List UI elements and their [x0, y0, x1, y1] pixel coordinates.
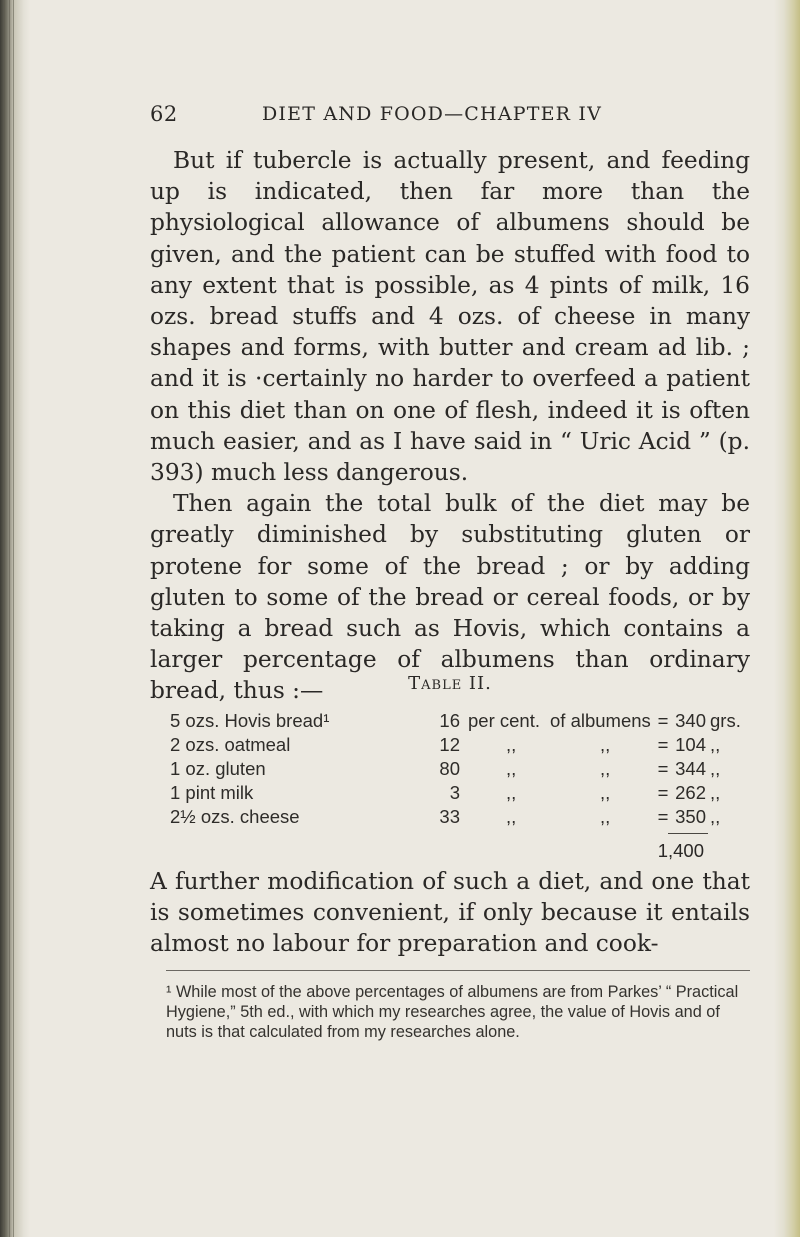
ditto-mark: ,, — [600, 734, 611, 755]
grains-value: 262 — [675, 782, 706, 803]
ditto-mark: ,, — [506, 734, 517, 755]
ditto-mark: ,, — [600, 758, 611, 779]
unit: ,, — [710, 806, 721, 827]
percentage: 33 — [439, 806, 460, 827]
equals-sign: = — [657, 734, 669, 755]
grains-value: 344 — [675, 758, 706, 779]
footnote-rule — [166, 970, 750, 971]
percentage: 12 — [439, 734, 460, 755]
grains-value: 104 — [675, 734, 706, 755]
food-item: 2 ozs. oatmeal — [170, 734, 291, 755]
paragraph: But if tubercle is actually present, and feeding up is indicated, then far more than the physiological allowance of albumens should be given, and the patient can be stuffed with food to any extent that is possible, as 4 pints of milk, 16 ozs. bread stuffs and 4 ozs. of cheese in many shapes and forms, with butter and cream ad lib. ; and it is ·certainly no harder to overfeed a patient on this diet than on one of flesh, indeed it is often much easier, and as I have said in “ Uric Acid ” (p. 393) much less dangerous. — [150, 147, 750, 487]
main-text — [150, 145, 750, 707]
page-edge — [774, 0, 800, 1237]
table-row — [0, 710, 800, 734]
table-total: 1,400 — [657, 840, 704, 861]
page-header — [150, 102, 750, 132]
equals-sign: = — [657, 758, 669, 779]
table-row — [0, 734, 800, 758]
equals-sign: = — [657, 806, 669, 827]
ditto-mark: ,, — [506, 782, 517, 803]
percentage: 80 — [439, 758, 460, 779]
ditto-mark: ,, — [506, 806, 517, 827]
page-number: 62 — [150, 102, 178, 126]
ditto-mark: ,, — [600, 806, 611, 827]
running-head: DIET AND FOOD—CHAPTER IV — [262, 103, 603, 125]
table-row — [0, 758, 800, 782]
table-row — [0, 782, 800, 806]
percent-label: per cent. — [468, 710, 540, 731]
food-item: 1 oz. gluten — [170, 758, 266, 779]
unit: ,, — [710, 758, 721, 779]
table-title: Table II. — [408, 673, 492, 694]
footnote: ¹ While most of the above percentages of albumens are from Parkes’ “ Practical Hygiene,” 5th ed., with which my researches agree, the value of Hovis and of nuts is that calculated from my researches alone. — [166, 983, 739, 1041]
grains-value: 340 — [675, 710, 706, 731]
grains-value: 350 — [675, 806, 706, 827]
spine-line — [13, 0, 14, 1237]
unit: grs. — [710, 710, 741, 731]
food-item: 2½ ozs. cheese — [170, 806, 300, 827]
paragraph: Then again the total bulk of the diet may be greatly diminished by substituting gluten or protene for some of the bread ; or by adding gluten to some of the bread or cereal foods, or by taking a bread such as Hovis, which contains a larger percentage of albumens than ordinary bread, thus :— — [150, 490, 750, 705]
spine-line — [4, 0, 5, 1237]
food-item: 1 pint milk — [170, 782, 254, 803]
ditto-mark: ,, — [506, 758, 517, 779]
percentage: 16 — [439, 710, 460, 731]
food-item: 5 ozs. Hovis bread¹ — [170, 710, 330, 731]
sum-rule — [668, 833, 708, 834]
paragraph: A further modification of such a diet, and one that is sometimes convenient, if only because it entails almost no labour for preparation and cook- — [150, 868, 750, 958]
equals-sign: = — [657, 782, 669, 803]
percentage: 3 — [449, 782, 460, 803]
spine-line — [9, 0, 10, 1237]
table-row — [0, 806, 800, 830]
ditto-mark: ,, — [600, 782, 611, 803]
unit: ,, — [710, 734, 721, 755]
of-albumens: of albumens — [550, 710, 651, 731]
equals-sign: = — [657, 710, 669, 731]
unit: ,, — [710, 782, 721, 803]
